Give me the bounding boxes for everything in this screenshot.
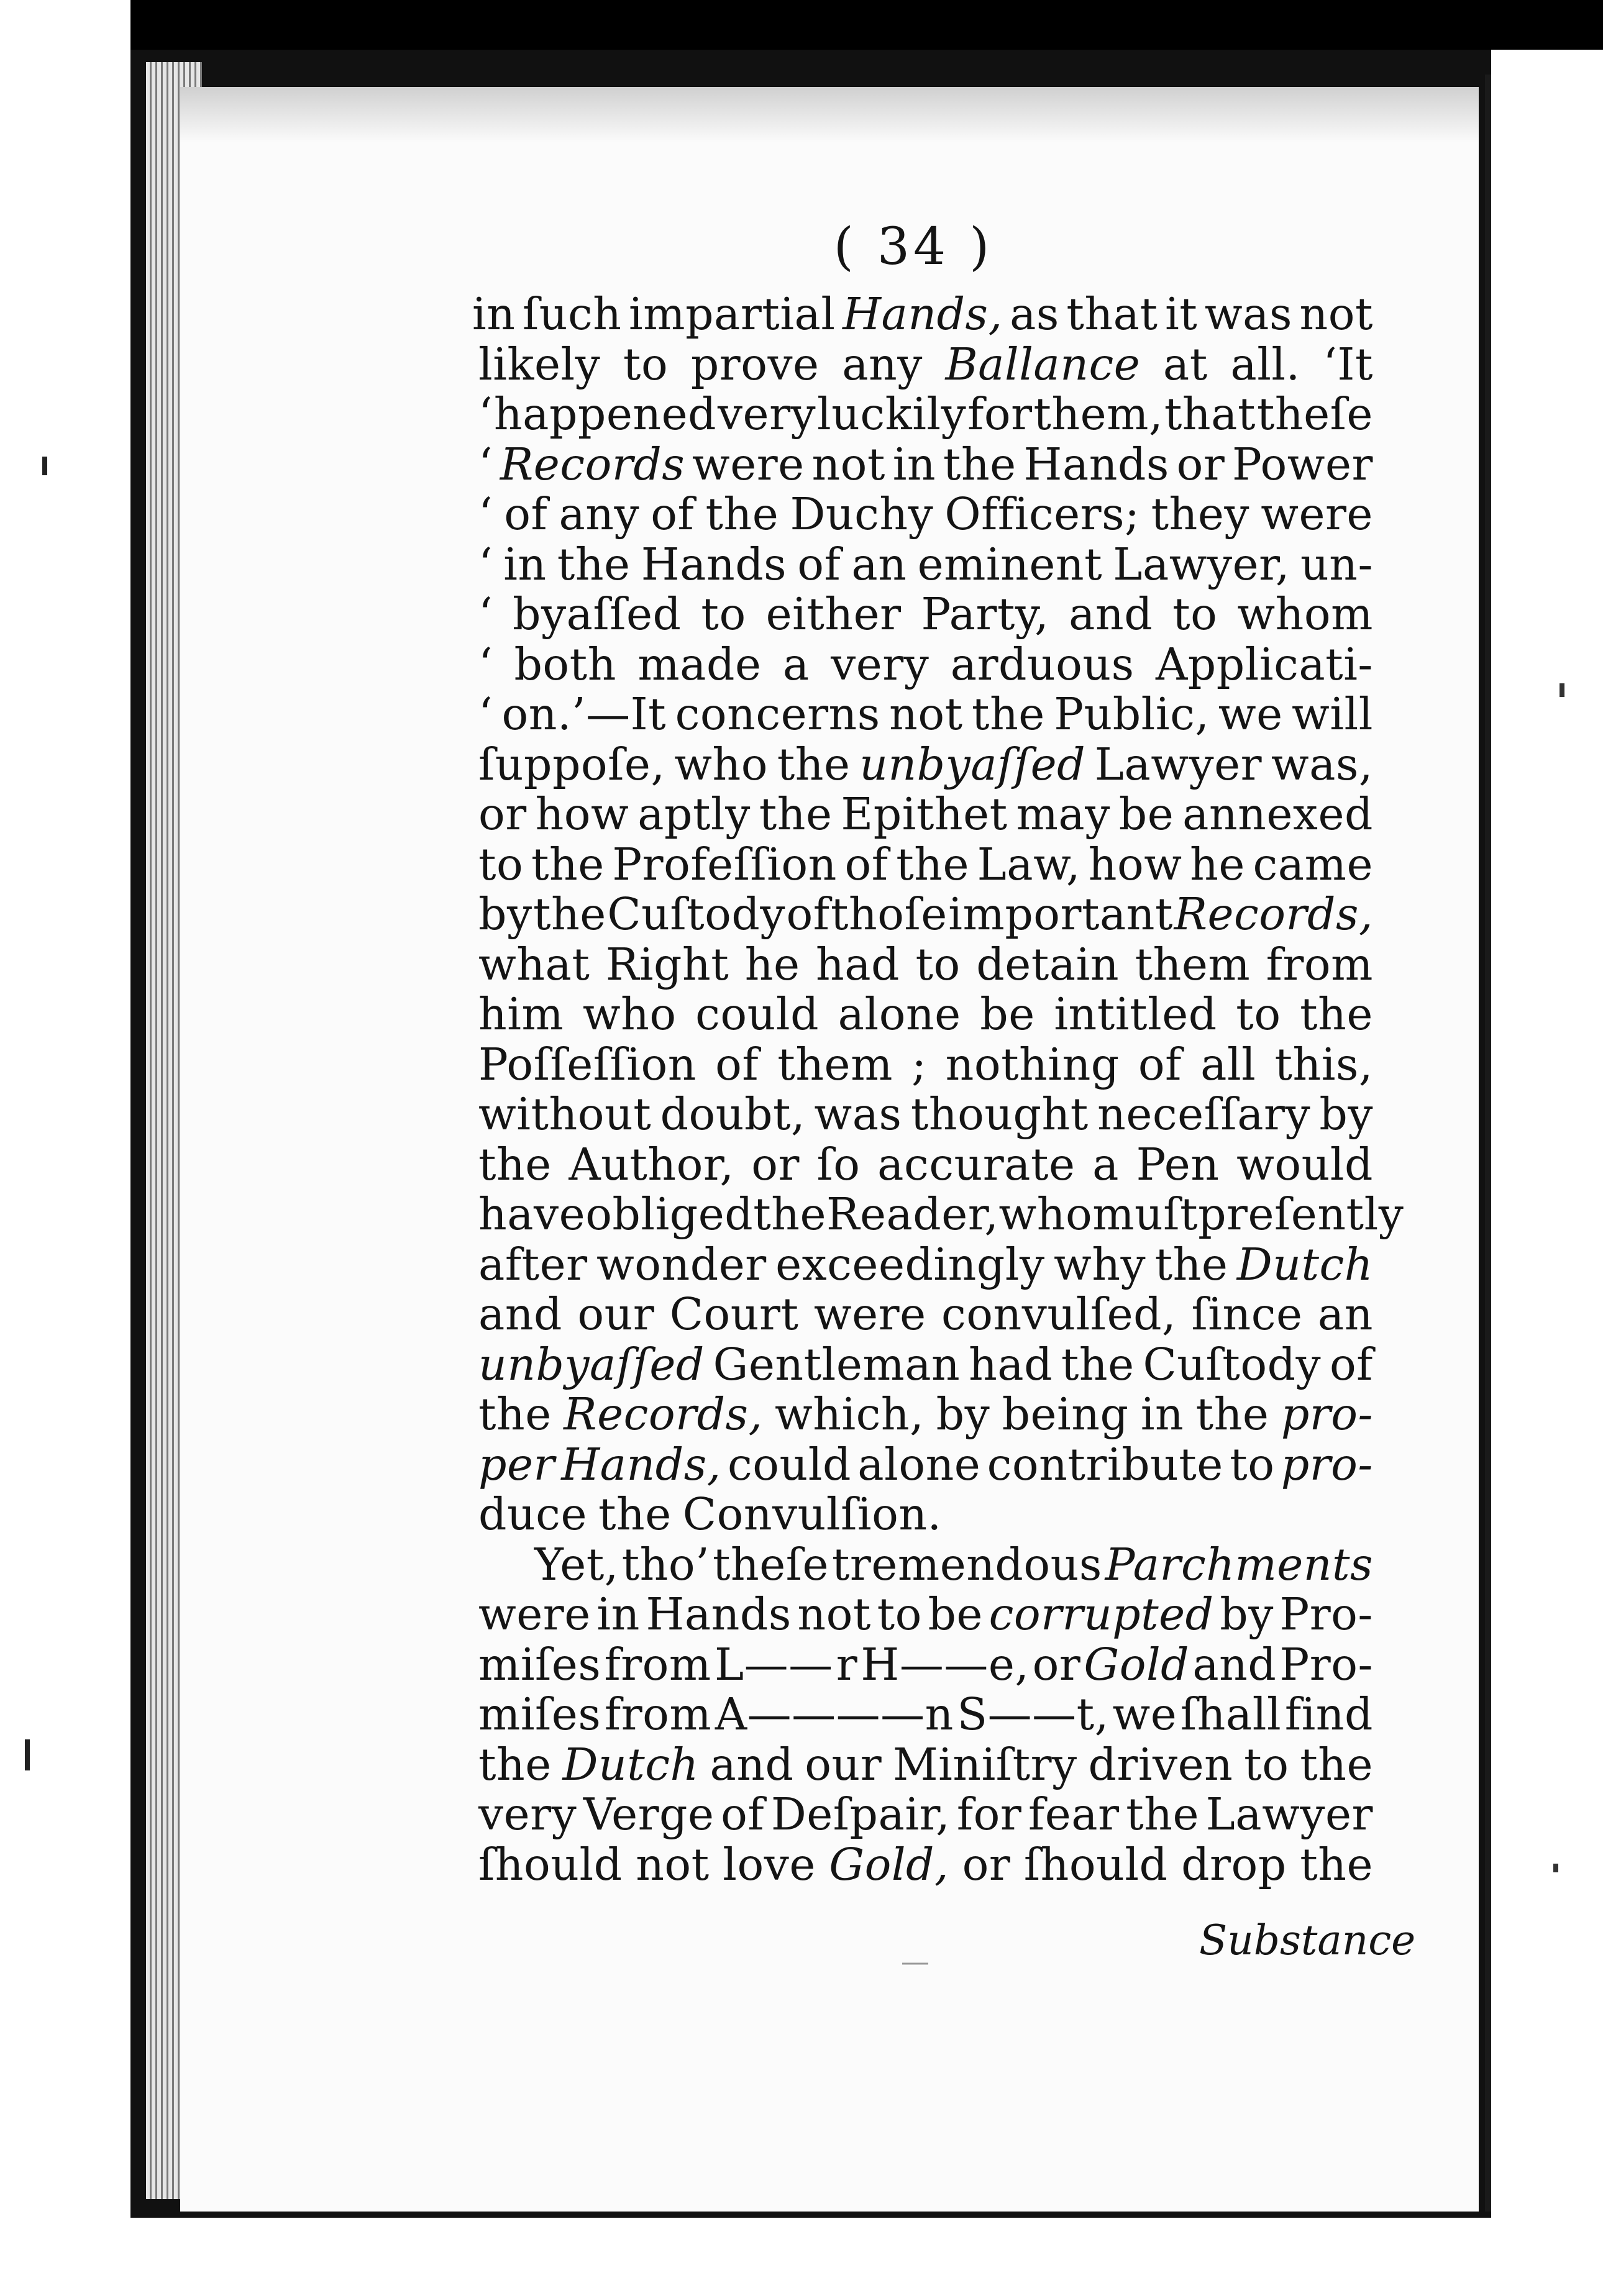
scan-left-margin xyxy=(0,0,130,2296)
show-through-mark: — xyxy=(901,1944,929,1978)
text-line: to the Profeſſion of the Law, how he came xyxy=(478,838,1373,890)
text-line: after wonder exceedingly why the Dutch xyxy=(478,1238,1373,1290)
text-line: miſes from L—— r H——e, or Gold and Pro- xyxy=(478,1638,1373,1690)
text-line: miſes from A————n S——t, we ſhall find xyxy=(478,1688,1373,1740)
text-line: the Author, or ſo accurate a Pen would xyxy=(478,1138,1373,1190)
text-line: ‘ of any of the Duchy Officers; they were xyxy=(478,488,1373,540)
text-line: very Verge of Deſpair, for fear the Lawyer xyxy=(478,1788,1373,1840)
scan-speck xyxy=(1553,1864,1558,1872)
text-line: what Right he had to detain them from xyxy=(478,938,1373,990)
scan-speck xyxy=(42,457,47,475)
text-line: ‘ Records were not in the Hands or Power xyxy=(478,438,1373,490)
text-line: ‘ byaſſed to either Party, and to whom xyxy=(478,588,1373,640)
scan-right-margin xyxy=(1491,50,1603,2296)
text-line: without doubt, was thought neceſſary by xyxy=(478,1088,1373,1140)
text-line: ‘ in the Hands of an eminent Lawyer, un- xyxy=(478,538,1373,590)
scan-speck xyxy=(25,1739,30,1770)
text-line: or how aptly the Epithet may be annexed xyxy=(478,788,1373,840)
text-line: in ſuch impartial Hands, as that it was not xyxy=(472,288,1373,340)
text-line: ſhould not love Gold, or ſhould drop the xyxy=(478,1838,1373,1890)
page-top-shadow xyxy=(180,87,1479,143)
text-line: ſuppoſe, who the unbyaſſed Lawyer was, xyxy=(478,738,1373,790)
catchword: Substance xyxy=(1199,1916,1416,1964)
text-line: unbyaſſed Gentleman had the Cuſtody of xyxy=(478,1338,1373,1390)
text-line: Yet, tho’ theſe tremendous Parchments xyxy=(534,1538,1373,1590)
text-line: ‘ on.’—It concerns not the Public, we will xyxy=(478,688,1373,740)
text-line: and our Court were convulſed, ſince an xyxy=(478,1288,1373,1340)
text-line: the Dutch and our Miniſtry driven to the xyxy=(478,1738,1373,1790)
text-line: by the Cuſtody of thoſe important Records, xyxy=(478,888,1373,940)
page-number: ( 34 ) xyxy=(833,217,993,276)
text-line: the Records, which, by being in the pro- xyxy=(478,1388,1373,1440)
text-line: duce the Convulſion. xyxy=(478,1488,942,1540)
text-line: per Hands, could alone contribute to pro- xyxy=(478,1438,1373,1490)
text-line: have obliged the Reader, who muſt preſently xyxy=(478,1188,1404,1240)
scan-bottom-margin xyxy=(0,2218,1603,2296)
text-line: were in Hands not to be corrupted by Pro- xyxy=(478,1588,1373,1640)
text-line: Poſſeſſion of them ; nothing of all this, xyxy=(478,1038,1373,1090)
text-line: likely to prove any Ballance at all. ‘It xyxy=(478,338,1373,390)
text-line: ‘ both made a very arduous Applicati- xyxy=(478,638,1373,690)
text-line: ‘ happened very luckily for them, that theſe xyxy=(478,388,1373,440)
text-line: him who could alone be intitled to the xyxy=(478,988,1373,1040)
scan-speck xyxy=(1560,683,1564,697)
